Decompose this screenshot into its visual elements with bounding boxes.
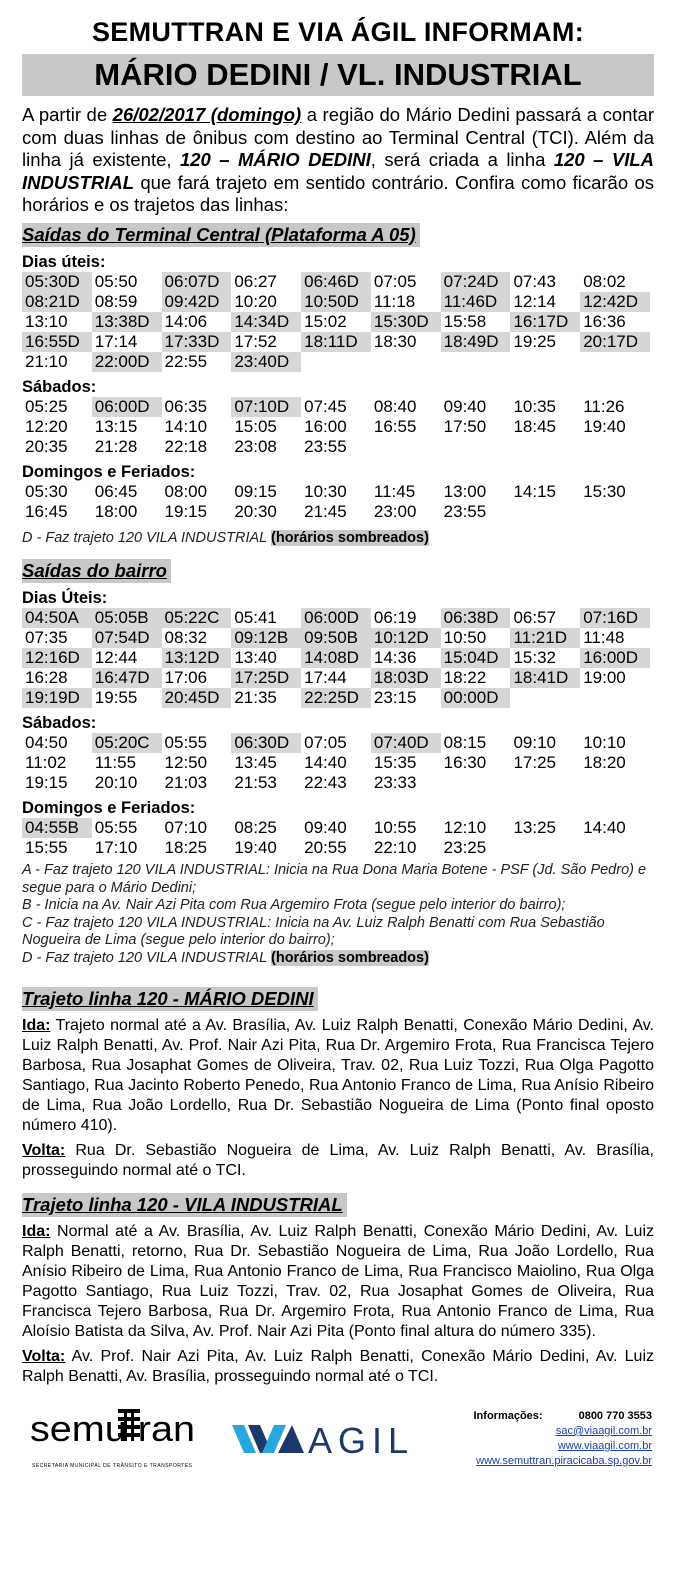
departure-time: 19:00: [583, 668, 626, 687]
route1-ida: Ida: Trajeto normal até a Av. Brasília, Av. Luiz Ralph Benatti, Conexão Mário Dedini, Av. Luiz Ralph Benatti, Av. Prof. Nair Azi Pita, Rua Dr. Argemiro Frota, Rua Francisca Tejero Barbosa, Rua Josaphat Gomes de Oliveira, Trav. 02, Rua Luiz Tozzi, Rua Olga Pagotto Santiago, Rua Jacinto Roberto Penedo, Rua Antonio Franco de Lima, Rua Anísio Ribeiro de Lima, Rua João Lordello, Rua Dr. Sebastião Nogueira de Lima (Ponto final oposto número 410).: [22, 1017, 654, 1134]
contact-info: [474, 1409, 653, 1469]
departure-time: 22:25D: [301, 688, 371, 708]
departure-time: 10:10: [583, 733, 626, 752]
departure-time: 05:22C: [162, 608, 232, 628]
departure-time: 17:33D: [162, 332, 232, 352]
page-subtitle: MÁRIO DEDINI / VL. INDUSTRIAL: [22, 54, 654, 96]
departure-time: 13:00: [443, 481, 487, 501]
svg-text:semu ran: semu ran: [30, 1408, 195, 1449]
departure-time: 05:05B: [92, 608, 162, 628]
departure-time: 22:55: [164, 351, 208, 371]
note-a: A - Faz trajeto 120 VILA INDUSTRIAL: Inicia na Rua Dona Maria Botene - PSF (Jd. São Pedro) e segue para o Mário Dedini;: [22, 862, 647, 896]
sunday-label: Domingos e Feriados:: [22, 462, 196, 481]
departure-time: 18:49D: [441, 332, 511, 352]
departure-time: 06:46D: [301, 272, 371, 292]
departure-time: 15:05: [234, 416, 277, 436]
departure-time: 11:26: [583, 396, 625, 416]
departure-time: 20:30: [234, 501, 277, 521]
departure-time: 08:25: [234, 818, 277, 837]
departure-time: 11:46D: [441, 292, 511, 312]
bairro-heading: Saídas do bairro: [22, 559, 171, 583]
svg-text:SECRETARIA MUNICIPAL DE TRÂNSI: SECRETARIA MUNICIPAL DE TRÂNSITO E TRANSPORTES: [32, 1463, 193, 1469]
departure-time: 07:05: [304, 733, 347, 752]
semuttran-logo: [30, 1407, 200, 1473]
departure-time: 08:32: [164, 628, 208, 647]
departure-time: 16:30: [443, 753, 487, 772]
departure-time: 17:44: [304, 668, 347, 687]
departure-time: 19:19D: [22, 688, 92, 708]
departure-time: 20:17D: [580, 332, 650, 352]
departure-time: 21:45: [304, 501, 347, 521]
departure-time: 07:54D: [92, 628, 162, 648]
route2-ida: Ida: Normal até a Av. Brasília, Av. Luiz Ralph Benatti, Conexão Mário Dedini, Av. Luiz Ralph Benatti, retorno, Rua Dr. Sebastião Nogueira de Lima, Rua João Lordello, Rua Anísio Ribeiro de Lima, Rua Antonio Franco de Lima, Rua Francisco Maiolino, Rua Olga Pagotto Santiago, Rua Luiz Tozzi, Trav. 02, Rua Josaphat Gomes de Oliveira, Rua Francisca Tejero Barbosa, Rua Dr. Argemiro Frota, Rua Antonio Franco de Lima, Rua Aloísio Batista da Silva, Av. Prof. Nair Azi Pita (Ponto final altura do número 335).: [22, 1223, 654, 1340]
departure-time: 06:00D: [301, 608, 371, 628]
departure-time: 07:05: [373, 271, 417, 291]
departure-time: 13:45: [234, 753, 277, 772]
departure-time: 18:45: [513, 416, 556, 436]
departure-time: 18:11D: [301, 332, 371, 352]
svg-text:AGIL: AGIL: [308, 1421, 415, 1457]
departure-time: 10:55: [373, 818, 417, 837]
route1-volta: Volta: Rua Dr. Sebastião Nogueira de Lima, Av. Luiz Ralph Benatti, Av. Brasília, prosseguindo normal até o TCI.: [22, 1142, 654, 1179]
departure-time: 19:40: [234, 838, 277, 857]
departure-time: 13:40: [234, 648, 277, 667]
departure-time: 23:25: [443, 838, 487, 857]
departure-time: 11:21D: [510, 628, 580, 648]
departure-time: 06:19: [373, 608, 417, 627]
saturday-label: Sábados:: [22, 714, 97, 732]
sunday-label: Domingos e Feriados:: [22, 799, 196, 817]
departure-time: 15:58: [443, 311, 487, 331]
departure-time: 12:44: [94, 648, 138, 667]
note-b: B - Inicia na Av. Nair Azi Pita com Rua Argemiro Frota (segue pelo interior do bairro);: [22, 897, 566, 913]
departure-time: 09:10: [513, 733, 556, 752]
departure-time: 17:06: [164, 668, 208, 687]
departure-time: 15:02: [304, 311, 347, 331]
departure-time: 08:40: [373, 396, 417, 416]
departure-time: 06:57: [513, 608, 556, 627]
departure-time: 07:16D: [580, 608, 650, 628]
departure-time: 10:50D: [301, 292, 371, 312]
departure-time: 14:10: [164, 416, 208, 436]
departure-time: 12:42D: [580, 292, 650, 312]
departure-time: 16:45: [25, 501, 68, 521]
info-label: Informações:: [473, 1410, 543, 1422]
departure-time: 09:12B: [231, 628, 301, 648]
weekday-label: Dias Úteis:: [22, 589, 108, 607]
departure-time: 06:00D: [92, 397, 162, 417]
departure-time: 04:50A: [22, 608, 92, 628]
note-c: C - Faz trajeto 120 VILA INDUSTRIAL: Inicia na Av. Luiz Ralph Benatti com Rua Sebastião Nogueira de Lima (segue pelo interior do bairro);: [22, 914, 605, 948]
departure-time: 23:08: [234, 436, 277, 456]
departure-time: 10:30: [304, 481, 347, 501]
departure-time: 15:30D: [371, 312, 441, 332]
departure-time: 07:24D: [441, 272, 511, 292]
departure-time: 21:28: [94, 436, 138, 456]
departure-time: 22:18: [164, 436, 208, 456]
departure-time: 07:43: [513, 271, 556, 291]
departure-time: 07:40D: [371, 733, 441, 753]
saturday-label: Sábados:: [22, 377, 97, 396]
departure-time: 16:28: [25, 668, 68, 687]
departure-time: 00:00D: [441, 688, 511, 708]
departure-time: 18:30: [373, 331, 417, 351]
departure-time: 15:35: [373, 753, 417, 772]
departure-time: 05:50: [94, 271, 138, 291]
departure-time: 23:00: [373, 501, 417, 521]
departure-time: 17:50: [443, 416, 487, 436]
departure-time: 06:45: [94, 481, 138, 501]
departure-time: 06:27: [234, 271, 277, 291]
departure-time: 21:35: [234, 688, 277, 707]
departure-time: 22:00D: [92, 352, 162, 372]
departure-time: 16:17D: [510, 312, 580, 332]
departure-time: 14:08D: [301, 648, 371, 668]
departure-time: 19:15: [164, 501, 208, 521]
departure-time: 17:25: [513, 753, 556, 772]
departure-time: 13:25: [513, 818, 556, 837]
intro-paragraph: A partir de 26/02/2017 (domingo) a região do Mário Dedini passará a contar com duas linhas de ônibus com destino ao Terminal Central (TCI). Além da linha já existente, 120 – MÁRIO DEDINI, será criada a linha 120 – VILA INDUSTRIAL que fará trajeto em sentido contrário. Confira como ficarão os horários e os trajetos das linhas:: [22, 104, 655, 215]
departure-time: 11:45: [373, 481, 416, 501]
departure-time: 14:40: [583, 818, 626, 837]
departure-time: 05:55: [164, 733, 208, 752]
departure-time: 10:20: [234, 291, 277, 311]
departure-time: 18:25: [164, 838, 208, 857]
departure-time: 21:10: [25, 351, 68, 371]
departure-time: 12:50: [164, 753, 208, 772]
departure-time: 17:10: [94, 838, 138, 857]
departure-time: 19:40: [583, 416, 626, 436]
departure-time: 09:15: [234, 481, 277, 501]
departure-time: 20:35: [25, 436, 68, 456]
terminal-sunday-times: [22, 482, 650, 522]
departure-time: 05:20C: [92, 733, 162, 753]
departure-time: 12:14: [513, 291, 556, 311]
departure-time: 17:14: [94, 331, 138, 351]
route1-heading: Trajeto linha 120 - MÁRIO DEDINI: [22, 987, 318, 1011]
departure-time: 14:34D: [231, 312, 301, 332]
departure-time: 23:55: [443, 501, 487, 521]
departure-time: 05:55: [94, 818, 138, 837]
departure-time: 10:12D: [371, 628, 441, 648]
departure-time: 06:38D: [441, 608, 511, 628]
weekday-label: Dias úteis:: [22, 252, 106, 271]
departure-time: 19:55: [94, 688, 138, 707]
semuttran-link[interactable]: www.semuttran.piracicaba.sp.gov.br: [476, 1455, 652, 1467]
departure-time: 21:53: [234, 773, 277, 792]
departure-time: 21:03: [164, 773, 208, 792]
departure-time: 10:35: [513, 396, 556, 416]
departure-time: 19:15: [25, 773, 68, 792]
departure-time: 09:40: [304, 818, 347, 837]
bairro-sunday-times: [22, 818, 650, 858]
departure-time: 06:07D: [162, 272, 232, 292]
departure-time: 23:15: [373, 688, 417, 707]
departure-time: 18:20: [583, 753, 626, 772]
departure-time: 08:00: [164, 481, 208, 501]
departure-time: 07:10D: [231, 397, 301, 417]
route2-volta: Volta: Av. Prof. Nair Azi Pita, Av. Luiz Ralph Benatti, Conexão Mário Dedini, Av. Luiz Ralph Benatti, Av. Brasília, prosseguindo normal até o TCI.: [22, 1348, 654, 1385]
departure-time: 08:59: [94, 291, 138, 311]
departure-time: 13:12D: [162, 648, 232, 668]
departure-time: 05:30: [25, 481, 68, 501]
departure-time: 13:15: [94, 416, 138, 436]
departure-time: 13:38D: [92, 312, 162, 332]
viaagil-logo: [232, 1421, 417, 1457]
departure-time: 11:48: [583, 628, 625, 647]
departure-time: 17:25D: [231, 668, 301, 688]
bairro-weekday-times: [22, 608, 650, 708]
departure-time: 22:10: [373, 838, 417, 857]
departure-time: 23:33: [373, 773, 417, 792]
departure-time: 19:25: [513, 331, 556, 351]
departure-time: 18:22: [443, 668, 487, 687]
departure-time: 15:32: [513, 648, 556, 667]
phone: 0800 770 3553: [578, 1410, 652, 1422]
departure-time: 08:02: [583, 271, 626, 291]
note-d: D - Faz trajeto 120 VILA INDUSTRIAL (horários sombreados): [22, 529, 429, 546]
terminal-heading: Saídas do Terminal Central (Plataforma A 05): [22, 223, 420, 247]
departure-time: 10:50: [443, 628, 487, 647]
departure-time: 20:55: [304, 838, 347, 857]
departure-time: 12:16D: [22, 648, 92, 668]
departure-time: 16:00D: [580, 648, 650, 668]
departure-time: 14:40: [304, 753, 347, 772]
departure-time: 12:10: [443, 818, 487, 837]
departure-time: 04:50: [25, 733, 68, 752]
departure-time: 15:55: [25, 838, 68, 857]
departure-time: 16:47D: [92, 668, 162, 688]
departure-time: 05:41: [234, 608, 277, 627]
departure-time: 20:45D: [162, 688, 232, 708]
departure-time: 22:43: [304, 773, 347, 792]
departure-time: 14:15: [513, 481, 556, 501]
footer: [0, 1401, 674, 1481]
terminal-saturday-times: [22, 397, 650, 457]
departure-time: 23:40D: [231, 352, 301, 372]
departure-time: 20:10: [94, 773, 138, 792]
route2-heading: Trajeto linha 120 - VILA INDUSTRIAL: [22, 1193, 347, 1217]
departure-time: 23:55: [304, 436, 347, 456]
departure-time: 16:55D: [22, 332, 92, 352]
departure-time: 14:36: [373, 648, 417, 667]
departure-time: 11:02: [25, 753, 67, 772]
terminal-weekday-times: [22, 272, 650, 372]
departure-time: 04:55B: [22, 818, 92, 838]
departure-time: 15:04D: [441, 648, 511, 668]
departure-time: 05:30D: [22, 272, 92, 292]
page-title: SEMUTTRAN E VIA ÁGIL INFORMAM:: [92, 17, 584, 47]
departure-time: 07:45: [304, 396, 347, 416]
departure-time: 05:25: [25, 396, 68, 416]
departure-time: 09:50B: [301, 628, 371, 648]
departure-time: 07:10: [164, 818, 208, 837]
departure-time: 07:35: [25, 628, 68, 647]
departure-time: 18:00: [94, 501, 138, 521]
departure-time: 08:21D: [22, 292, 92, 312]
departure-time: 16:55: [373, 416, 417, 436]
email-link[interactable]: sac@viaagil.com.br: [555, 1425, 652, 1437]
departure-time: 16:00: [304, 416, 347, 436]
departure-time: 11:18: [373, 291, 416, 311]
departure-time: 06:30D: [231, 733, 301, 753]
departure-time: 09:40: [443, 396, 487, 416]
departure-time: 16:36: [583, 311, 626, 331]
note-d: D - Faz trajeto 120 VILA INDUSTRIAL (horários sombreados): [22, 949, 429, 966]
departure-time: 11:55: [94, 753, 137, 772]
departure-time: 12:20: [25, 416, 68, 436]
departure-time: 18:41D: [510, 668, 580, 688]
departure-time: 14:06: [164, 311, 208, 331]
viaagil-link[interactable]: www.viaagil.com.br: [557, 1440, 652, 1452]
departure-time: 13:10: [25, 311, 68, 331]
departure-time: 18:03D: [371, 668, 441, 688]
departure-time: 06:35: [164, 396, 208, 416]
departure-time: 08:15: [443, 733, 487, 752]
departure-time: 09:42D: [162, 292, 232, 312]
departure-time: 15:30: [583, 481, 626, 501]
bairro-saturday-times: [22, 733, 650, 793]
departure-time: 17:52: [234, 331, 277, 351]
